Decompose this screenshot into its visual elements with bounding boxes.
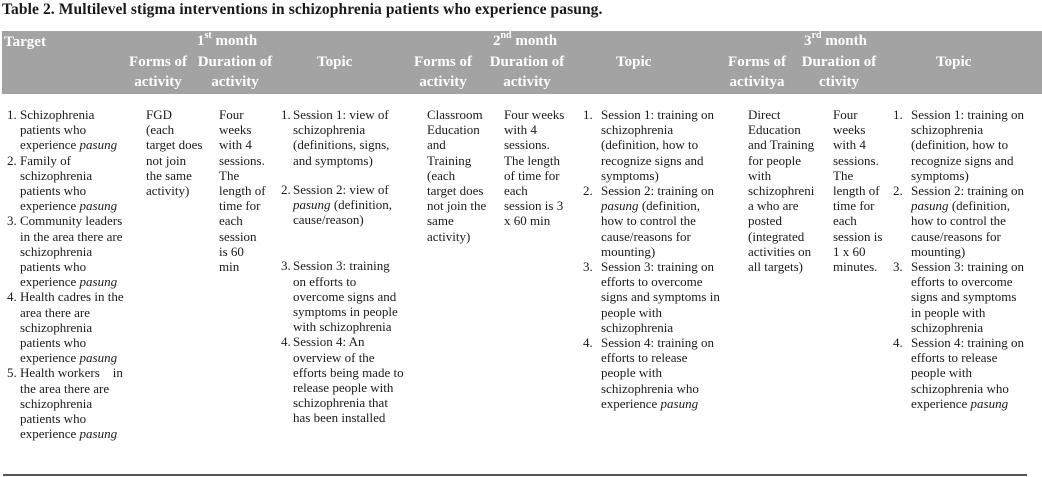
text-line: schizophrenia: [601, 122, 674, 138]
text-line: signs and symptoms in: [601, 289, 720, 305]
table-header: [2, 31, 1042, 94]
text-line: experience: [911, 395, 968, 411]
text-line: schizophrenia who: [911, 380, 1009, 396]
text-line: has been installed: [293, 410, 386, 426]
month-2-suffix: nd: [500, 30, 512, 41]
list-item: [893, 335, 1041, 411]
italic-term: pasung: [79, 137, 118, 153]
text-line: Session 1: training on: [911, 107, 1025, 122]
text-line: schizophrenia: [20, 167, 93, 183]
text-line: Session 2: training on: [911, 183, 1025, 199]
list-number: 2.: [893, 183, 903, 199]
text-line: and symptoms): [293, 152, 373, 168]
italic-term: pasung: [911, 198, 949, 214]
table-caption: Table 2. Multilevel stigma interventions in schizophrenia patients who experience pasung.: [2, 1, 603, 18]
text-line: with 4: [219, 137, 252, 153]
text-line: schizophrenia: [911, 319, 984, 335]
text-line: experience: [20, 198, 77, 214]
text-line: Session 2: training on: [601, 183, 715, 199]
text-line: with 4: [833, 137, 866, 153]
text-line: The: [219, 167, 240, 183]
list-number: 2.: [583, 183, 593, 199]
text-line: Education: [427, 122, 480, 138]
text-line: Session 3: training on: [601, 259, 715, 275]
text-line: minutes.: [833, 259, 878, 275]
text-line: target does: [427, 183, 484, 199]
text-line: Four: [833, 107, 858, 122]
text-line: schizophrenia: [293, 122, 366, 138]
text-line: FGD: [146, 107, 173, 122]
duration-line-2: activity: [503, 74, 551, 90]
text-line: each: [504, 183, 528, 199]
text-line: efforts to overcome: [601, 274, 703, 290]
header-target: Target: [4, 34, 46, 50]
header-topic-3: Topic: [936, 54, 972, 70]
forms-line-1: Forms of: [728, 54, 786, 70]
forms-line-2: activity: [419, 74, 467, 90]
text-line: mounting): [911, 243, 966, 259]
text-line: mounting): [601, 243, 656, 259]
table-bottom-rule: [3, 474, 1027, 476]
text-line: sessions.: [504, 137, 550, 153]
month-3-word: month: [825, 33, 867, 49]
text-line: Four: [219, 107, 244, 122]
text-line: time for: [219, 198, 261, 214]
text-line: session: [219, 228, 257, 244]
text-line: weeks: [219, 122, 252, 138]
italic-term: pasung: [79, 274, 118, 290]
list-item: [7, 213, 137, 289]
text-line: recognize signs and: [911, 152, 1014, 168]
forms-line-2: activity: [134, 74, 182, 90]
text-line: and: [427, 137, 446, 153]
text-line: Session 3: training: [293, 258, 390, 274]
text-line: for people: [748, 152, 802, 168]
text-line: area there are: [20, 304, 90, 320]
header-topic-1: Topic: [317, 54, 353, 70]
text-line: in the area there are: [20, 228, 123, 244]
text-line: is 60: [219, 243, 244, 259]
text-line: patients who: [20, 183, 87, 199]
text-line: The length: [504, 152, 560, 168]
text-line: length of: [219, 183, 266, 199]
duration-line-1: Duration of: [197, 54, 273, 70]
header-forms-3: [723, 52, 791, 92]
text-line: experience: [20, 274, 77, 290]
text-line: sessions.: [833, 152, 879, 168]
list-item: [281, 182, 421, 228]
list-number: 4.: [583, 335, 593, 351]
month-1-forms: [146, 107, 210, 198]
text-line: experience: [601, 395, 658, 411]
month-3-suffix: rd: [811, 30, 822, 41]
text-line: signs and symptoms: [911, 289, 1017, 305]
text-line: schizophreni: [748, 183, 815, 199]
text-line: experience: [20, 426, 77, 442]
month-3-topics: [893, 107, 1041, 411]
text-line: Direct: [748, 107, 781, 122]
text-line: Session 4: training on: [911, 335, 1025, 351]
text-line: the same: [146, 167, 192, 183]
text-line: Session 4: An: [293, 334, 365, 350]
text-line: Schizophrenia: [20, 107, 95, 122]
list-item: [893, 259, 1041, 335]
text-line: schizophrenia: [20, 243, 93, 259]
duration-line-2: activity: [211, 74, 259, 90]
text-line: (definition, how to: [601, 137, 699, 153]
text-line: schizophrenia that: [293, 395, 388, 411]
text-line: patients who: [20, 335, 87, 351]
header-forms-2: [411, 52, 475, 92]
list-item: [893, 183, 1041, 259]
text-line: (each: [427, 167, 456, 183]
text-line: Session 3: training on: [911, 259, 1025, 275]
text-line: (integrated: [748, 228, 805, 244]
header-duration-3: [797, 52, 881, 92]
month-1-duration: [219, 107, 273, 274]
text-line: cause/reasons for: [911, 228, 1001, 244]
text-line: (definition,: [948, 198, 1010, 214]
month-3-duration: [833, 107, 891, 274]
target-column: [7, 107, 137, 441]
list-number: 4.: [281, 334, 291, 350]
text-line: people with: [601, 365, 663, 381]
italic-term: pasung: [601, 198, 639, 214]
text-line: sessions.: [219, 152, 265, 168]
text-line: target does: [146, 137, 203, 153]
list-number: 1.: [7, 107, 17, 122]
month-2-word: month: [515, 33, 558, 49]
text-line: symptoms): [911, 167, 969, 183]
topic-list: [893, 107, 1041, 411]
list-number: 1.: [583, 107, 593, 122]
text-line: release people with: [293, 380, 394, 396]
text-line: session is: [833, 228, 883, 244]
list-number: 2.: [281, 181, 291, 197]
text-line: efforts being made to: [293, 364, 404, 380]
text-line: symptoms in people: [293, 304, 398, 320]
text-line: in people with: [911, 304, 986, 320]
text-line: efforts to release: [601, 350, 688, 366]
topic-list: [583, 107, 733, 411]
text-line: (definition, how to: [911, 137, 1009, 153]
text-line: (definition,: [330, 197, 392, 213]
italic-term: pasung: [79, 198, 118, 214]
text-line: (definitions, signs,: [293, 137, 390, 153]
text-line: time for: [833, 198, 875, 214]
text-line: The: [833, 167, 854, 183]
text-line: activities on: [748, 243, 812, 259]
italic-term: pasung: [660, 395, 699, 411]
text-line: session is 3: [504, 198, 564, 214]
text-line: (each: [146, 122, 175, 138]
text-line: cause/reasons for: [601, 228, 691, 244]
list-number: 1.: [893, 107, 903, 122]
text-line: each: [833, 213, 857, 229]
list-item: [281, 107, 421, 168]
text-line: with 4: [504, 122, 537, 138]
text-line: patients who: [20, 259, 87, 275]
list-item: [7, 107, 137, 153]
text-line: (definition,: [638, 198, 700, 214]
header-topic-2: Topic: [616, 54, 652, 70]
text-line: Session 4: training on: [601, 335, 715, 351]
forms-line-1: Forms of: [129, 54, 187, 70]
month-2-number: 2: [493, 33, 501, 49]
list-number: 3.: [893, 259, 903, 275]
duration-line-1: Duration of: [801, 54, 877, 70]
text-line: not join: [146, 152, 187, 168]
list-number: 4.: [893, 335, 903, 351]
text-line: Training: [427, 152, 472, 168]
text-line: Session 2: view of: [293, 181, 389, 197]
month-1-topics: [281, 107, 421, 426]
list-item: [7, 289, 137, 365]
text-line: Health cadres in the: [20, 289, 124, 305]
italic-term: pasung: [293, 197, 331, 213]
month-1-suffix: st: [204, 30, 212, 41]
header-month-3: [804, 31, 867, 51]
text-line: how to control the: [601, 213, 696, 229]
text-line: efforts to release: [911, 350, 998, 366]
text-line: posted: [748, 213, 782, 229]
text-line: Education: [748, 122, 801, 138]
duration-line-1: Duration of: [489, 54, 565, 70]
text-line: x 60 min: [504, 213, 551, 229]
month-2-topics: [583, 107, 733, 411]
text-line: with: [748, 167, 772, 183]
text-line: experience: [20, 137, 77, 153]
list-item: [583, 183, 733, 259]
list-item: [7, 153, 137, 214]
text-line: min: [219, 259, 240, 275]
text-line: length of: [833, 183, 880, 199]
text-line: a who are: [748, 198, 799, 214]
header-month-2: [493, 31, 557, 51]
text-line: Community leaders: [20, 213, 123, 229]
list-item: [7, 365, 137, 441]
text-line: and Training: [748, 137, 815, 153]
text-line: recognize signs and: [601, 152, 704, 168]
text-line: schizophrenia: [20, 319, 93, 335]
list-item: [281, 334, 421, 425]
text-line: how to control the: [911, 213, 1006, 229]
text-line: patients who: [20, 411, 87, 427]
list-item: [583, 335, 733, 411]
list-number: 3.: [7, 213, 17, 229]
header-month-1: [197, 31, 257, 51]
topic-list: [281, 107, 421, 426]
list-number: 1.: [281, 107, 291, 122]
text-line: Four weeks: [504, 107, 565, 122]
text-line: Session 1: training on: [601, 107, 715, 122]
forms-line-2: activitya: [729, 74, 785, 90]
list-number: 3.: [281, 258, 291, 274]
header-forms-1: [127, 52, 189, 92]
text-line: on efforts to: [293, 273, 357, 289]
spacer: [281, 168, 421, 182]
list-number: 2.: [7, 152, 17, 168]
forms-line-1: Forms of: [414, 54, 472, 70]
text-line: each: [219, 213, 243, 229]
text-line: Classroom: [427, 107, 483, 122]
text-line: Family of: [20, 152, 71, 168]
text-line: efforts to overcome: [911, 274, 1013, 290]
header-duration-1: [192, 52, 278, 92]
list-number: 4.: [7, 289, 17, 305]
target-list: [7, 107, 137, 441]
text-line: schizophrenia who: [601, 380, 699, 396]
list-number: 5.: [7, 365, 17, 381]
text-line: overcome signs and: [293, 288, 397, 304]
text-line: schizophrenia: [20, 395, 93, 411]
text-line: people with: [601, 304, 663, 320]
duration-line-2: ctivity: [819, 74, 859, 90]
text-line: people with: [911, 365, 973, 381]
list-item: [893, 107, 1041, 183]
italic-term: pasung: [79, 350, 118, 366]
month-1-number: 1: [197, 33, 205, 49]
text-line: of time for: [504, 167, 560, 183]
spacer: [281, 227, 421, 258]
list-item: [281, 258, 421, 334]
text-line: not join the: [427, 198, 487, 214]
text-line: weeks: [833, 122, 866, 138]
text-line: activity): [146, 183, 190, 199]
text-line: activity): [427, 228, 471, 244]
header-duration-2: [484, 52, 570, 92]
text-line: overview of the: [293, 349, 375, 365]
text-line: schizophrenia: [911, 122, 984, 138]
month-3-forms: [748, 107, 830, 274]
text-line: the area there are: [20, 380, 110, 396]
list-item: [583, 107, 733, 183]
text-line: cause/reason): [293, 212, 364, 228]
list-item: [583, 259, 733, 335]
text-line: all targets): [748, 259, 803, 275]
text-line: symptoms): [601, 167, 659, 183]
month-2-forms: [427, 107, 499, 244]
text-line: patients who: [20, 122, 87, 138]
month-1-word: month: [215, 33, 258, 49]
text-line: experience: [20, 350, 77, 366]
text-line: 1 x 60: [833, 243, 866, 259]
text-line: same: [427, 213, 454, 229]
italic-term: pasung: [79, 426, 118, 442]
text-line: Health workers in: [20, 365, 123, 381]
text-line: schizophrenia: [601, 319, 674, 335]
italic-term: pasung: [970, 395, 1009, 411]
month-2-duration: [504, 107, 578, 229]
text-line: Session 1: view of: [293, 107, 389, 122]
month-3-number: 3: [804, 33, 812, 49]
text-line: with schizophrenia: [293, 319, 392, 335]
list-number: 3.: [583, 259, 593, 275]
